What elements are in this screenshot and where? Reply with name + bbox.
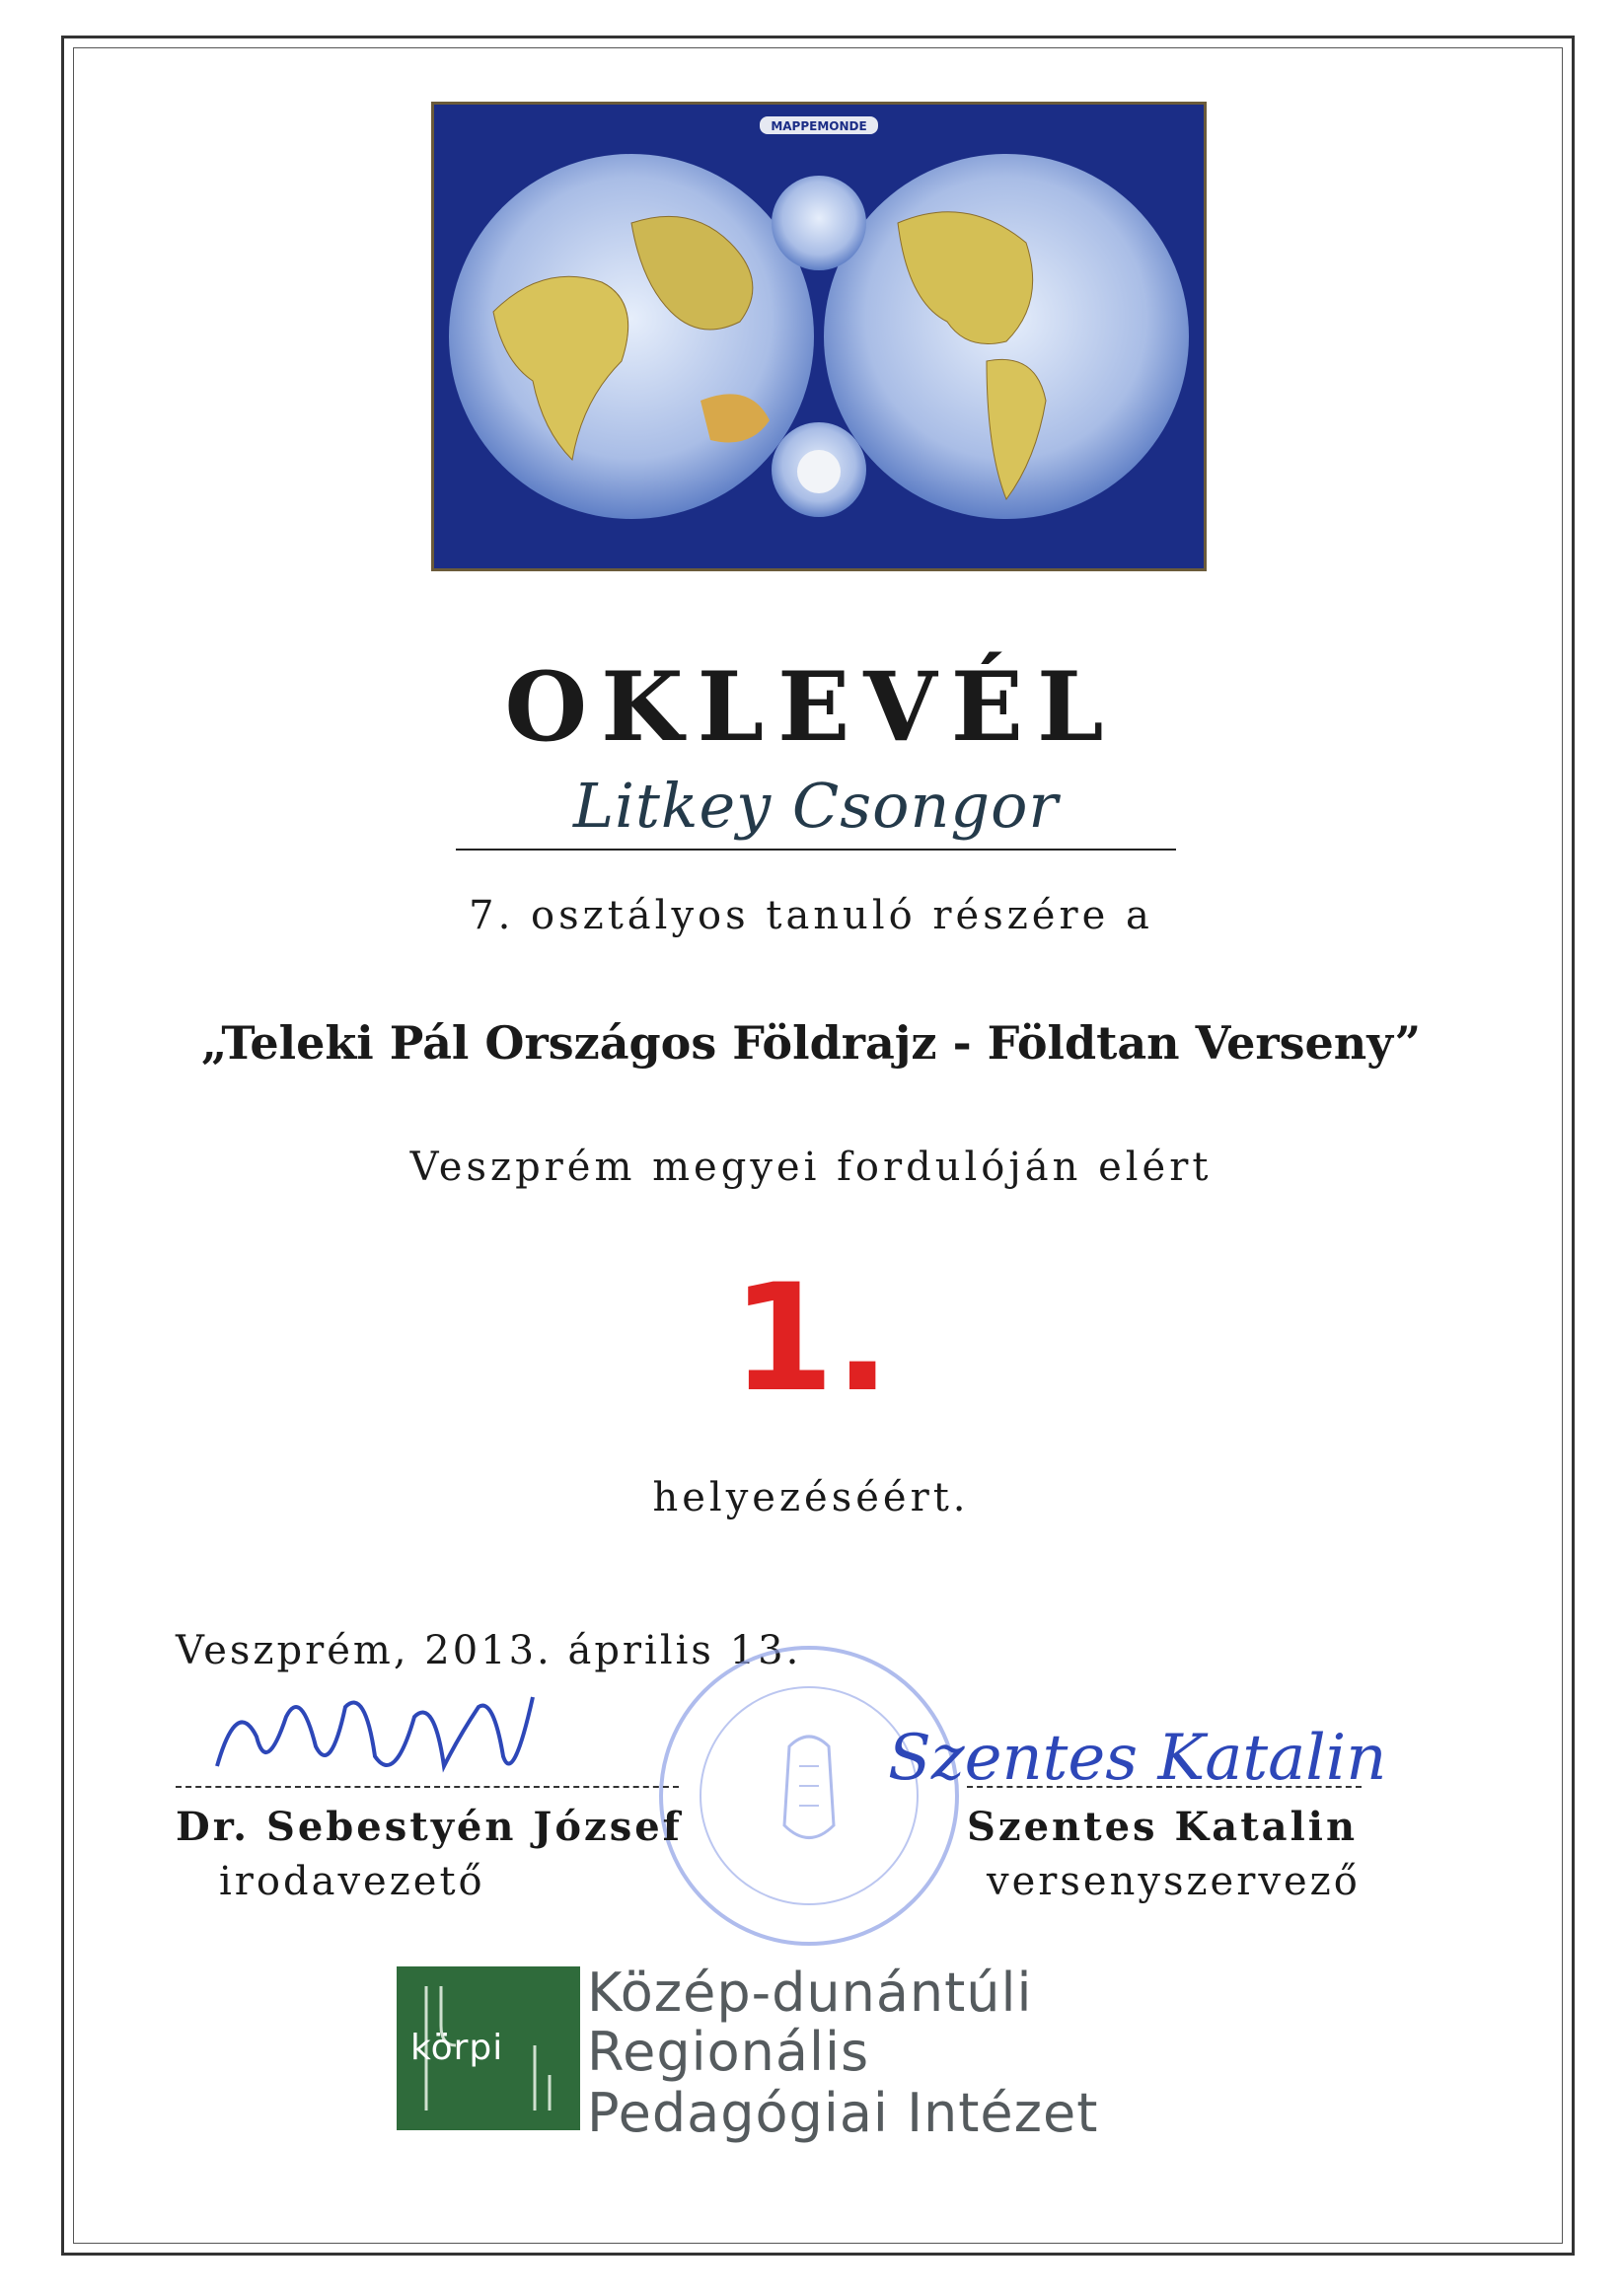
institute-line3: Pedagógiai Intézet [587, 2082, 1099, 2144]
signature-right: Szentes Katalin [888, 1722, 1387, 1795]
name-underline [456, 849, 1176, 851]
institute-line2: Regionális [587, 2021, 870, 2083]
map-banner-text: MAPPEMONDE [771, 119, 867, 133]
placement-line: helyezéséért. [652, 1475, 970, 1520]
signer1-name: Dr. Sebestyén József [176, 1804, 683, 1850]
signer2-name: Szentes Katalin [967, 1804, 1359, 1850]
institute-line1: Közép-dunántúli [587, 1962, 1033, 2024]
class-line: 7. osztályos tanuló részére a [469, 893, 1153, 938]
logo-text: körpi [410, 2028, 504, 2068]
placement-number: 1. [731, 1253, 891, 1425]
korpi-logo [397, 1966, 580, 2130]
world-map-image [431, 102, 1207, 571]
signature-line-right [967, 1786, 1362, 1788]
competition-name: „Teleki Pál Országos Földrajz - Földtan Verseny” [200, 1016, 1422, 1070]
diploma-title: OKLEVÉL [504, 651, 1118, 763]
round-line: Veszprém megyei fordulóján elért [409, 1145, 1213, 1190]
signer2-role: versenyszervező [987, 1859, 1361, 1904]
official-stamp [651, 1638, 967, 1954]
issue-date: Veszprém, 2013. április 13. [176, 1628, 802, 1673]
recipient-name: Litkey Csongor [572, 770, 1060, 842]
signer1-role: irodavezető [219, 1859, 485, 1904]
signature-left [207, 1677, 562, 1800]
signature-line-left [176, 1786, 679, 1788]
